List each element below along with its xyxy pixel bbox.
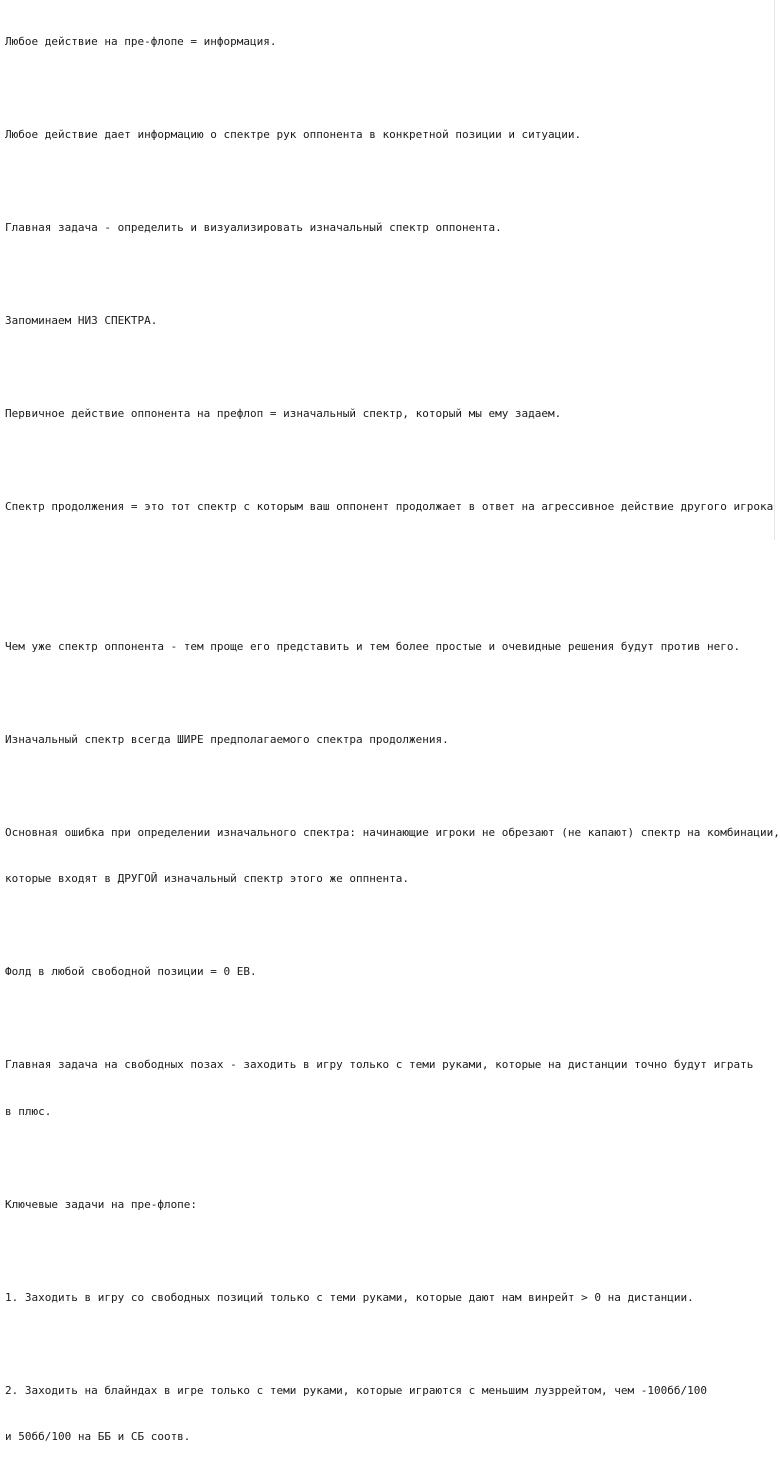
- blank-line: [5, 174, 775, 190]
- blank-line: [5, 1336, 775, 1352]
- blank-line: [5, 1011, 775, 1027]
- text-line: Первичное действие оппонента на префлоп = изначальный спектр, который мы ему задаем.: [5, 407, 562, 420]
- text-line: Чем уже спектр оппонента - тем проще его представить и тем более простые и очевидные решения будут против него.: [5, 639, 741, 653]
- text-line: Любое действие на пре-флопе = информация.: [5, 35, 277, 48]
- text-line: Фолд в любой свободной позиции = 0 EB.: [5, 965, 257, 978]
- scrollbar-edge: [774, 0, 775, 540]
- blank-line: [5, 1150, 775, 1166]
- text-line: Спектр продолжения = это тот спектр с которым ваш оппонент продолжает в ответ на агрессивное действие другого игрока: [5, 500, 774, 513]
- blank-line: [5, 778, 775, 794]
- list-item: 1. Заходить в игру со свободных позиций только с теми руками, которые дают нам винрейт > 0 на дистанции.: [5, 1290, 694, 1304]
- text-line: Главная задача - определить и визуализировать изначальный спектр оппонента.: [5, 221, 502, 234]
- blank-line: [5, 685, 775, 701]
- blank-line: [5, 1243, 775, 1259]
- blank-line: [5, 918, 775, 934]
- text-line: Главная задача на свободных позах - заходить в игру только с теми руками, которые на дистанции точно будут играть: [5, 1058, 754, 1071]
- text-line: Любое действие дает информацию о спектре рук оппонента в конкретной позиции и ситуации.: [5, 128, 582, 141]
- text-line: которые входят в ДРУГОЙ изначальный спектр этого же оппнента.: [5, 872, 409, 885]
- blank-line: [5, 81, 775, 97]
- blank-line: [5, 546, 775, 562]
- list-item-continuation: и 50бб/100 на ББ и СБ соотв.: [5, 1430, 191, 1443]
- text-line: Изначальный спектр всегда ШИРЕ предполагаемого спектра продолжения.: [5, 732, 449, 746]
- text-line: Основная ошибка при определении изначального спектра: начинающие игроки не обрезают (не капают) спектр на комбинации,: [5, 825, 780, 839]
- text-line: Запоминаем НИЗ СПЕКТРА.: [5, 314, 158, 327]
- document-text: [5, 3, 780, 1476]
- section-heading: Ключевые задачи на пре-флопе:: [5, 1197, 198, 1211]
- blank-line: [5, 267, 775, 283]
- text-line: в плюс.: [5, 1104, 52, 1118]
- blank-line: [5, 592, 775, 608]
- blank-line: [5, 453, 775, 469]
- blank-line: [5, 360, 775, 376]
- list-item: 2. Заходить на блайндах в игре только с теми руками, которые играются с меньшим лузррейтом, чем -100бб/100: [5, 1383, 707, 1397]
